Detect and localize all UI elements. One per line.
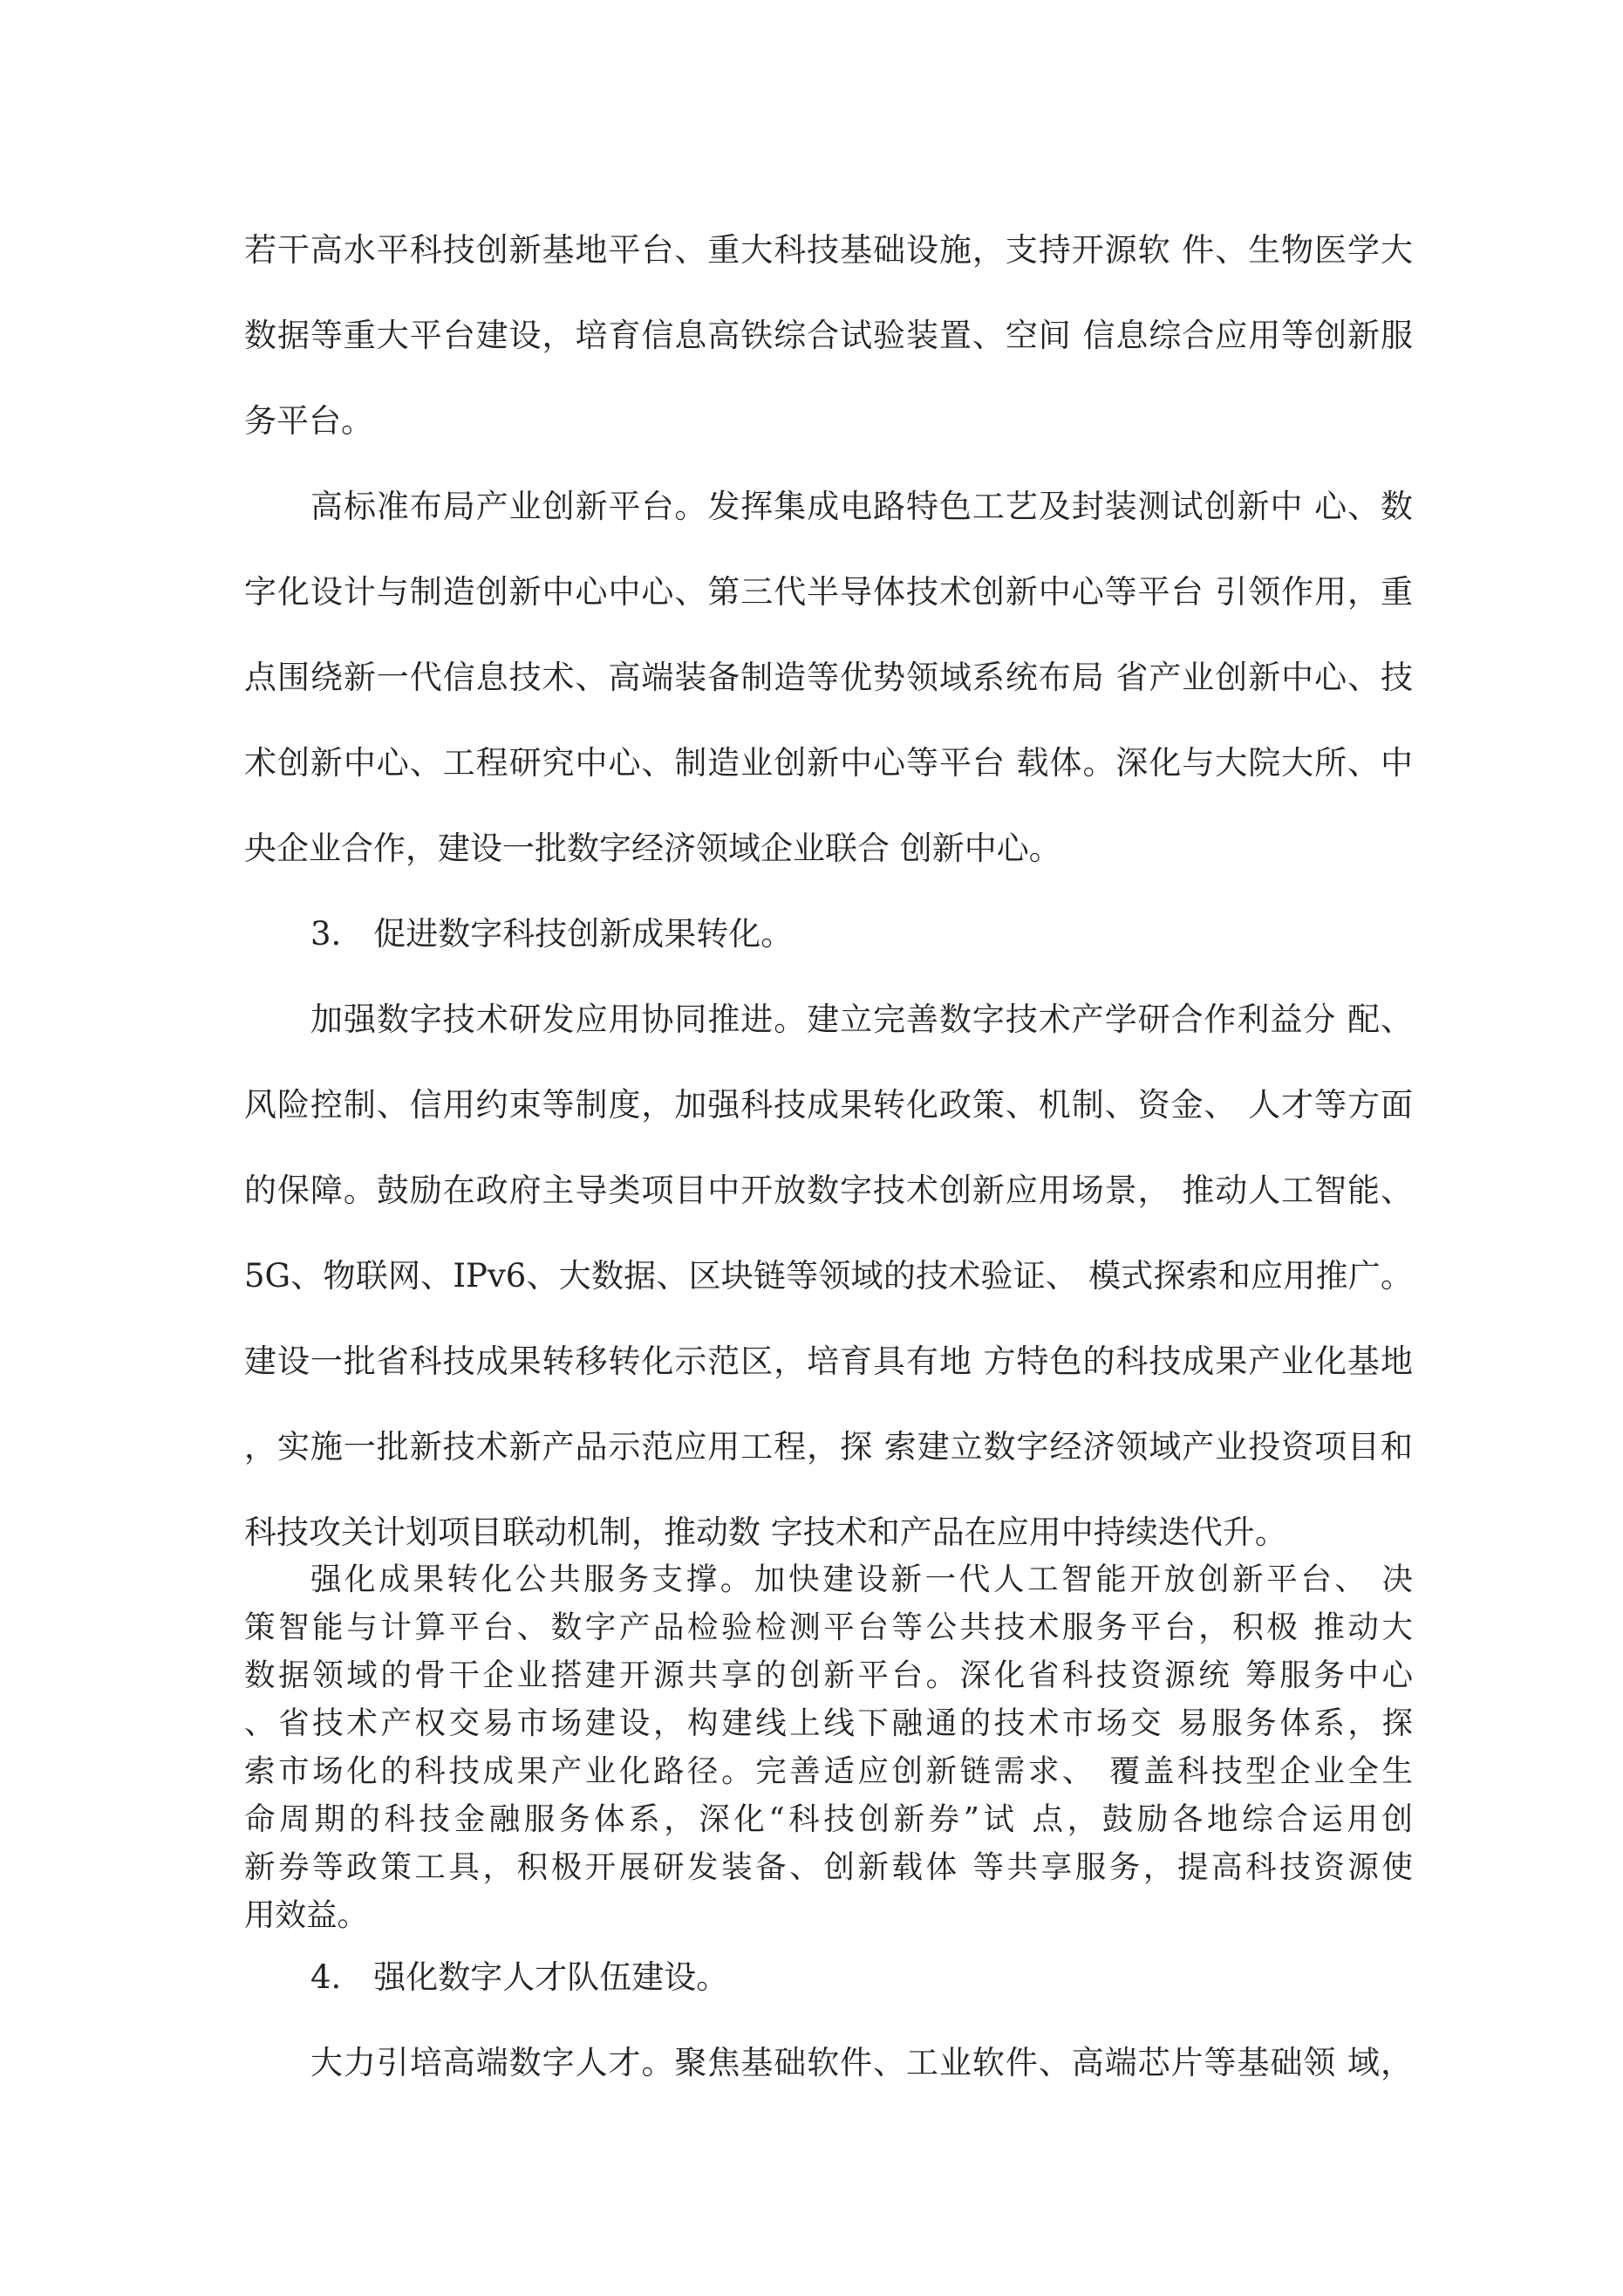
- text-line: 强化成果转化公共服务支撑。加快建设新一代人工智能开放创新平台、 决: [310, 1561, 1413, 1597]
- text-line: 的保障。鼓励在政府主导类项目中开放数字技术创新应用场景， 推动人工智能、: [244, 1172, 1413, 1209]
- text-line: 建设一批省科技成果转移转化示范区，培育具有地 方特色的科技成果产业化基地: [244, 1343, 1413, 1380]
- text-line: 用效益。: [244, 1897, 369, 1933]
- text-line: 高标准布局产业创新平台。发挥集成电路特色工艺及封装测试创新中 心、数: [310, 488, 1413, 525]
- text-line: 数据领域的骨干企业搭建开源共享的创新平台。深化省科技资源统 筹服务中心: [244, 1657, 1413, 1693]
- text-line: 数据等重大平台建设，培育信息高铁综合试验装置、空间 信息综合应用等创新服: [244, 317, 1413, 354]
- text-line: 术创新中心、工程研究中心、制造业创新中心等平台 载体。深化与大院大所、中: [244, 744, 1413, 782]
- text-line: 5G、物联网、IPv6、大数据、区块链等领域的技术验证、 模式探索和应用推广。: [244, 1257, 1413, 1295]
- text-line: 点围绕新一代信息技术、高端装备制造等优势领域系统布局 省产业创新中心、技: [244, 659, 1413, 696]
- section-heading: 4. 强化数字人才队伍建设。: [310, 1958, 729, 1996]
- text-line: 索市场化的科技成果产业化路径。完善适应创新链需求、 覆盖科技型企业全生: [244, 1753, 1413, 1789]
- text-line: 央企业合作，建设一批数字经济领域企业联合 创新中心。: [244, 830, 1061, 867]
- text-line: 科技攻关计划项目联动机制，推动数 字技术和产品在应用中持续迭代升。: [244, 1514, 1287, 1551]
- text-line: 风险控制、信用约束等制度，加强科技成果转化政策、机制、资金、 人才等方面: [244, 1086, 1413, 1124]
- text-line: ，实施一批新技术新产品示范应用工程，探 索建立数字经济领域产业投资项目和: [244, 1428, 1413, 1466]
- text-line: 命周期的科技金融服务体系，深化“科技创新券”试 点，鼓励各地综合运用创: [244, 1801, 1413, 1837]
- text-line: 若干高水平科技创新基地平台、重大科技基础设施，支持开源软 件、生物医学大: [244, 231, 1413, 269]
- text-line: 策智能与计算平台、数字产品检验检测平台等公共技术服务平台，积极 推动大: [244, 1609, 1413, 1645]
- text-line: 、省技术产权交易市场建设，构建线上线下融通的技术市场交 易服务体系，探: [244, 1705, 1413, 1741]
- text-line: 新券等政策工具，积极开展研发装备、创新载体 等共享服务，提高科技资源使: [244, 1849, 1413, 1885]
- text-line: 加强数字技术研发应用协同推进。建立完善数字技术产学研合作利益分 配、: [310, 1001, 1413, 1038]
- section-heading: 3. 促进数字科技创新成果转化。: [310, 915, 794, 953]
- text-line: 字化设计与制造创新中心中心、第三代半导体技术创新中心等平台 引领作用，重: [244, 573, 1413, 611]
- text-line: 大力引培高端数字人才。聚焦基础软件、工业软件、高端芯片等基础领 域，: [310, 2044, 1413, 2081]
- text-line: 务平台。: [244, 402, 373, 440]
